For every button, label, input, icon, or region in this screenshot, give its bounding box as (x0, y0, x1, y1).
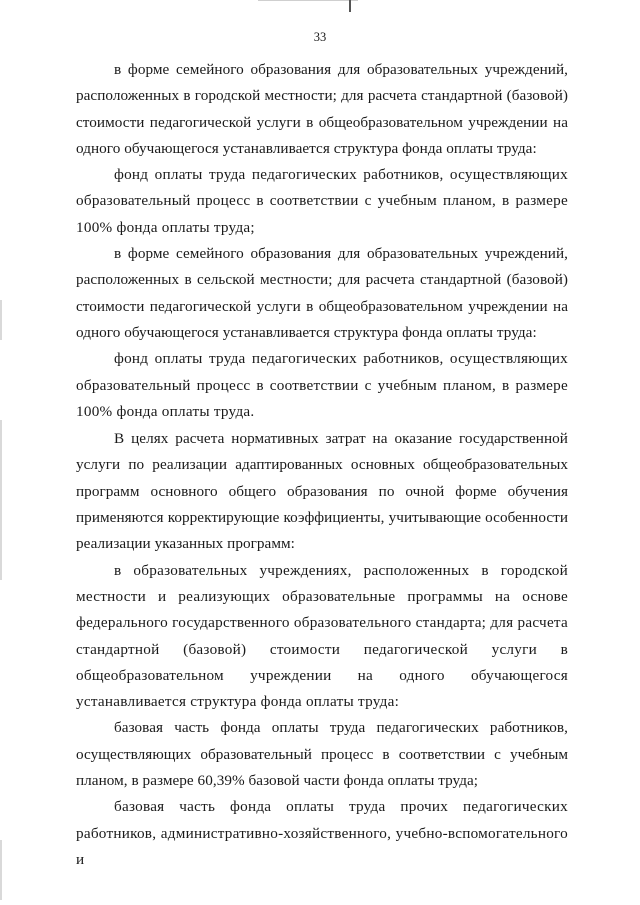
scan-artifact-line (258, 0, 358, 1)
paragraph: базовая часть фонда оплаты труда педагогических работников, осуществляющих образовательный процесс в соответствии с учебным планом, в размере 60,39% базовой части фонда оплаты труда; (76, 719, 568, 790)
paragraph: в образовательных учреждениях, расположенных в городской местности и реализующих образовательные программы на основе федерального государственного образовательного стандарта; для расчета стандартной (базовой) стоимости педагогической услуги в общеобразовательном учреждении на одного обучающегося устанавливается структура фонда оплаты труда: (76, 561, 568, 711)
scan-edge-mark (0, 300, 2, 340)
paragraph: В целях расчета нормативных затрат на оказание государственной услуги по реализации адаптированных основных общеобразовательных программ основного общего образования по очной форме обучения применяются корректирующие коэффициенты, учитывающие особенности реализации указанных программ: (76, 430, 568, 553)
scan-artifact-tick (349, 0, 351, 12)
paragraph: в форме семейного образования для образовательных учреждений, расположенных в городской местности; для расчета стандартной (базовой) стоимости педагогической услуги в общеобразовательном учреждении на одного обучающегося устанавливается структура фонда оплаты труда: (76, 61, 568, 157)
paragraph: фонд оплаты труда педагогических работников, осуществляющих образовательный процесс в соответствии с учебным планом, в размере 100% фонда оплаты труда. (76, 350, 568, 420)
paragraph: базовая часть фонда оплаты труда прочих педагогических работников, административно-хозяйственного, учебно-вспомогательного и (76, 798, 568, 868)
page-number: 33 (313, 30, 327, 44)
paragraph: в форме семейного образования для образовательных учреждений, расположенных в сельской местности; для расчета стандартной (базовой) стоимости педагогической услуги в общеобразовательном учреждении на одного обучающегося устанавливается структура фонда оплаты труда: (76, 245, 568, 341)
scan-edge-mark (0, 840, 2, 900)
paragraph: фонд оплаты труда педагогических работников, осуществляющих образовательный процесс в соответствии с учебным планом, в размере 100% фонда оплаты труда; (76, 166, 568, 236)
scan-edge-mark (0, 420, 2, 580)
document-body (76, 57, 568, 873)
